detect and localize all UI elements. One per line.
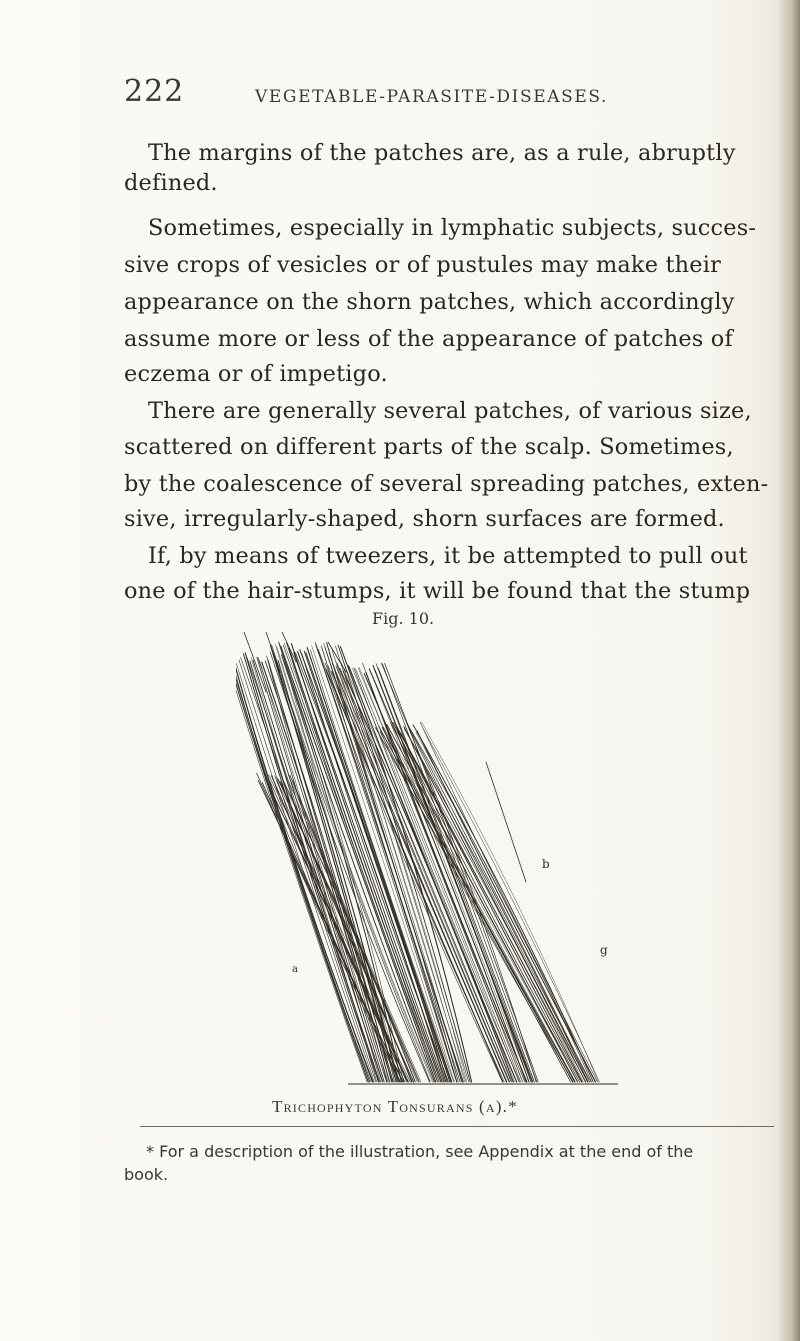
hair-strand	[270, 652, 394, 1082]
text-line: eczema or of impetigo.	[124, 361, 388, 387]
hair-strand	[239, 660, 376, 1082]
hair-strand	[268, 660, 393, 1082]
hair-stump-illustration	[236, 632, 620, 1086]
footnote-rule	[140, 1126, 774, 1127]
text-line: defined.	[124, 170, 218, 196]
text-line: sive crops of vesicles or of pustules may make their	[124, 252, 721, 278]
text-line: scattered on different parts of the scalp. Sometimes,	[124, 434, 734, 460]
annotation-g: g	[600, 943, 608, 957]
text-line: assume more or less of the appearance of patches of	[124, 326, 733, 352]
hair-strand	[486, 762, 526, 882]
text-line: Sometimes, especially in lymphatic subjects, succes-	[148, 215, 757, 241]
hair-strand	[266, 632, 280, 672]
page-edge-shadow	[778, 0, 800, 1341]
text-line: There are generally several patches, of various size,	[148, 398, 752, 424]
text-line: The margins of the patches are, as a rule, abruptly	[148, 140, 736, 166]
footnote-line: book.	[124, 1165, 169, 1184]
text-line: appearance on the shorn patches, which accordingly	[124, 289, 735, 315]
text-line: one of the hair-stumps, it will be found that the stump	[124, 578, 751, 604]
page-number: 222	[124, 74, 185, 109]
text-line: by the coalescence of several spreading patches, exten-	[124, 471, 769, 497]
hair-strand	[420, 722, 597, 1082]
running-head: VEGETABLE-PARASITE-DISEASES.	[255, 87, 608, 107]
text-line: sive, irregularly-shaped, shorn surfaces are formed.	[124, 506, 725, 532]
figure-label: Fig. 10.	[372, 609, 435, 628]
hair-strand	[331, 647, 466, 1082]
footnote-line: * For a description of the illustration, see Appendix at the end of the	[146, 1142, 694, 1161]
annotation-a: a	[292, 964, 298, 975]
figure-caption: Trichophyton Tonsurans (a).*	[272, 1097, 518, 1116]
hair-strand	[376, 663, 533, 1082]
annotation-b: b	[542, 857, 550, 871]
text-line: If, by means of tweezers, it be attempted to pull out	[148, 543, 748, 569]
